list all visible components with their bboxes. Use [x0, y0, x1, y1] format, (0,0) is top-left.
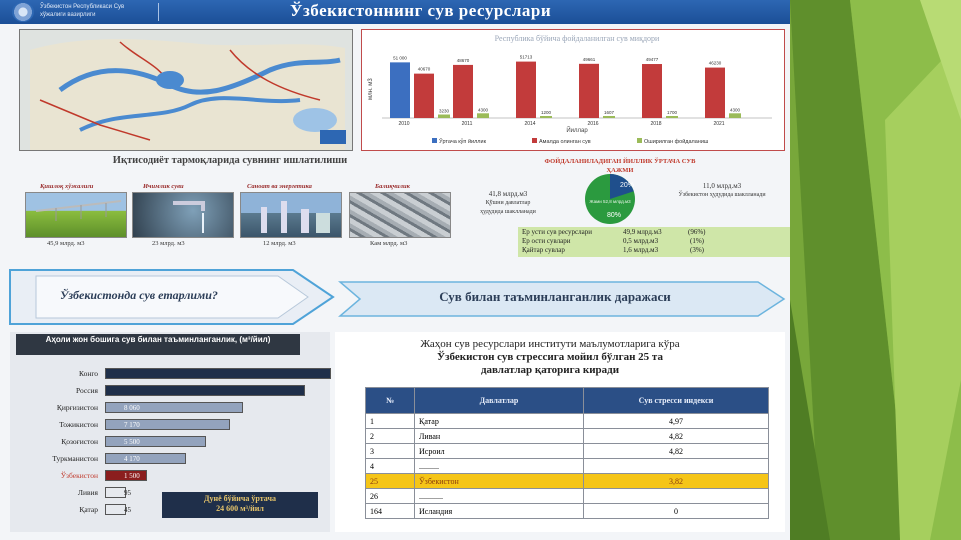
source-row	[518, 246, 790, 256]
chart-bar-excess	[477, 113, 489, 118]
bar-fill	[105, 470, 147, 481]
row-number: 25	[366, 474, 415, 489]
bar-fill	[105, 385, 305, 396]
sector-value-agriculture: 45,9 млрд. м3	[47, 240, 85, 247]
bar-value: 4 170	[124, 455, 140, 463]
chart-data-label: 1607	[603, 110, 615, 115]
header-bar	[0, 0, 790, 24]
water-sources-table	[518, 227, 790, 257]
water-stress-intro	[335, 338, 765, 377]
chart-data-label: 48670	[456, 57, 470, 63]
page-title: Ўзбекистоннинг сув ресурслари	[290, 1, 552, 20]
legend-swatch	[432, 138, 437, 143]
sector-value-industry: 12 млрд. м3	[263, 240, 296, 247]
row-country: Ливан	[415, 429, 584, 444]
bar-row	[10, 368, 330, 380]
row-index: 3,82	[584, 474, 769, 489]
source-value: 1,6 млрд.м3	[623, 246, 659, 254]
row-index: 4,97	[584, 414, 769, 429]
row-number: 4	[366, 459, 415, 474]
row-country: ..........	[415, 459, 584, 474]
table-row	[366, 414, 769, 429]
chart-data-label: 1200	[540, 110, 552, 115]
water-stress-intro-line3: давлатлар қаторига киради	[480, 364, 620, 376]
bar-country: Ўзбекистон	[60, 471, 98, 480]
row-number: 26	[366, 489, 415, 504]
chart-data-label: 1700	[666, 110, 678, 115]
bar-fill	[105, 504, 131, 515]
source-value: 49,9 млрд.м3	[623, 228, 662, 236]
table-row-highlighted	[366, 474, 769, 489]
water-usage-chart-svg	[362, 30, 784, 150]
chart-bar-withdrawn	[642, 64, 662, 118]
chart-tick-label: 2010	[398, 121, 410, 127]
row-index	[584, 459, 769, 474]
fishery-photo	[349, 192, 451, 238]
source-pct: (3%)	[690, 246, 704, 254]
chart-ylabel: млн. м3	[368, 78, 374, 100]
question-banner-text: Ўзбекистонда сув етарлими?	[60, 288, 218, 302]
chart-data-label: 51 000	[393, 55, 407, 61]
row-number: 2	[366, 429, 415, 444]
slide-decoration	[790, 0, 961, 540]
chart-bar-excess	[603, 116, 615, 118]
table-row	[366, 444, 769, 459]
bar-country: Туркманистон	[52, 454, 98, 463]
chart-bar-excess	[729, 113, 741, 118]
sources-title: ФОЙДАЛАНИЛАДИГАН ЙИЛЛИК ЎРТАЧА СУВ ҲАЖМИ	[544, 158, 696, 174]
legend-label: Ўртача кўп йиллик	[439, 139, 486, 145]
legend-label: Оширилган фойдаланиш	[644, 139, 709, 145]
sector-label-agriculture: Қишлоқ хўжалиги	[40, 183, 94, 190]
chart-tick-label: 2021	[713, 121, 725, 127]
industry-photo	[240, 192, 342, 238]
bar-fill	[105, 419, 230, 430]
chart-data-label: 46230	[708, 60, 722, 66]
chart-data-label: 49477	[645, 57, 659, 63]
per-capita-title: Аҳоли жон бошига сув билан таъминланганлик, (м³/йил)	[16, 334, 300, 355]
bar-row	[10, 419, 330, 431]
legend-swatch	[532, 138, 537, 143]
row-index: 4,82	[584, 429, 769, 444]
chart-bar-withdrawn	[414, 74, 434, 118]
row-country: Исландия	[415, 504, 584, 519]
bar-row	[10, 436, 330, 448]
source-pct: (1%)	[690, 237, 704, 245]
water-stress-panel	[335, 332, 785, 532]
chart-bar-excess	[438, 115, 450, 118]
sectors-title: Иқтисодиёт тармоқларида сувнинг ишлатилиши	[112, 155, 348, 166]
source-name: Ер ости сувлари	[522, 237, 571, 245]
bar-fill	[105, 436, 206, 447]
pie-center-label: Жами 52,8 млрд.м3	[589, 199, 631, 204]
sources-left-desc: Қўшни давлатлар ҳудудида шаклланади	[480, 200, 536, 215]
chart-data-label: 4300	[729, 107, 741, 113]
bar-value: 95	[124, 489, 131, 497]
source-value: 0,5 млрд.м3	[623, 237, 659, 245]
chart-title: Республика бўйича фойдаланилган сув миқдори	[494, 34, 660, 43]
table-row	[366, 489, 769, 504]
ministry-name: Ўзбекистон Республикаси Сув хўжалиги вазирлиги	[40, 4, 125, 18]
chart-xlabel: Йиллар	[566, 128, 588, 134]
column-header-number: №	[366, 388, 415, 414]
sources-right-desc: Ўзбекистон ҳудудида шаклланади	[678, 192, 766, 198]
bar-fill	[105, 453, 186, 464]
bar-country: Ливия	[77, 488, 98, 497]
chart-bar-excess	[540, 116, 552, 118]
row-index	[584, 489, 769, 504]
bar-country: Конго	[78, 369, 98, 378]
map-illustration	[20, 30, 352, 150]
sources-left-value: 41,8 млрд.м3	[488, 190, 528, 198]
row-number: 164	[366, 504, 415, 519]
bar-country: Қозоғистон	[61, 437, 98, 446]
bar-value: 7 170	[124, 421, 140, 429]
chart-tick-label: 2011	[461, 121, 473, 127]
bar-value: 5 500	[124, 438, 140, 446]
bar-country: Қирғизистон	[56, 403, 98, 412]
table-row	[366, 459, 769, 474]
row-index: 0	[584, 504, 769, 519]
chart-bar-average	[390, 62, 410, 118]
agriculture-photo	[25, 192, 127, 238]
chart-bar-withdrawn	[453, 65, 473, 118]
legend-swatch	[637, 138, 642, 143]
river-basin-map	[19, 29, 353, 151]
pie-slice-label-small: 20%	[620, 182, 635, 189]
per-capita-panel	[10, 332, 330, 532]
chart-tick-label: 2018	[650, 121, 662, 127]
chart-bar-withdrawn	[516, 62, 536, 118]
legend-label: Амалда олинган сув	[539, 139, 591, 145]
water-stress-intro-line2: Ўзбекистон сув стрессига мойил бўлган 25 та	[437, 351, 663, 363]
table-header-row	[366, 388, 769, 414]
table-row	[366, 504, 769, 519]
bar-row	[10, 402, 330, 414]
row-index: 4,82	[584, 444, 769, 459]
supply-banner-text: Сув билан таъминланганлик даражаси	[439, 289, 671, 304]
bar-country: Қатар	[79, 505, 98, 514]
row-number: 3	[366, 444, 415, 459]
bar-fill	[105, 368, 331, 379]
bar-row	[10, 470, 330, 482]
sector-label-drinking: Ичимлик суви	[143, 183, 184, 190]
chart-data-label: 49661	[582, 56, 596, 62]
bar-row	[10, 385, 330, 397]
sector-value-drinking: 23 млрд. м3	[152, 240, 185, 247]
header-divider	[158, 3, 159, 21]
chart-data-label: 3230	[438, 108, 450, 114]
chart-data-label: 40670	[417, 66, 431, 72]
column-header-country: Давлатлар	[415, 388, 584, 414]
water-usage-chart	[361, 29, 785, 151]
world-average-box	[162, 492, 318, 518]
chart-data-label: 51713	[519, 54, 533, 60]
chart-data-label: 4300	[477, 107, 489, 113]
ministry-logo-icon	[12, 2, 34, 22]
sector-label-fishery: Балиқчилик	[375, 183, 410, 190]
row-country: Қатар	[415, 414, 584, 429]
bar-value: 45	[124, 506, 131, 514]
bar-country: Россия	[75, 386, 98, 395]
sector-value-fishery: Кам млрд. м3	[370, 240, 408, 247]
chart-bar-withdrawn	[705, 68, 725, 118]
row-country: ............	[415, 489, 584, 504]
water-stress-table	[365, 387, 769, 519]
sources-right-value: 11,0 млрд.м3	[702, 182, 742, 190]
bar-fill	[105, 487, 131, 498]
table-row	[366, 429, 769, 444]
bar-fill	[105, 402, 243, 413]
chart-bar-withdrawn	[579, 64, 599, 118]
bar-value: 8 060	[124, 404, 140, 412]
chart-tick-label: 2016	[587, 121, 599, 127]
drinking-water-photo	[132, 192, 234, 238]
world-average-label: Дунё бўйича ўртача	[204, 494, 276, 503]
pie-slice-label-large: 80%	[607, 212, 622, 219]
sector-label-industry: Саноат ва энергетика	[247, 183, 312, 190]
row-country: Ўзбекистон	[415, 474, 584, 489]
sources-pie-chart	[575, 173, 645, 225]
water-stress-intro-line1: Жаҳон сув ресурслари институти маълумотларига кўра	[420, 338, 680, 350]
column-header-index: Сув стресси индекси	[584, 388, 769, 414]
chart-bar-excess	[666, 116, 678, 118]
row-country: Исроил	[415, 444, 584, 459]
chart-tick-label: 2014	[524, 121, 536, 127]
bar-value: 1 500	[124, 472, 140, 480]
bar-country: Тожикистон	[59, 420, 98, 429]
source-name: Ер усти сув ресурслари	[522, 228, 593, 236]
bar-row	[10, 453, 330, 465]
source-pct: (96%)	[688, 228, 706, 236]
source-name: Қайтар сувлар	[522, 246, 565, 254]
world-average-value: 24 600 м³/йил	[216, 504, 264, 513]
green-stripes-decoration	[790, 0, 961, 540]
row-number: 1	[366, 414, 415, 429]
